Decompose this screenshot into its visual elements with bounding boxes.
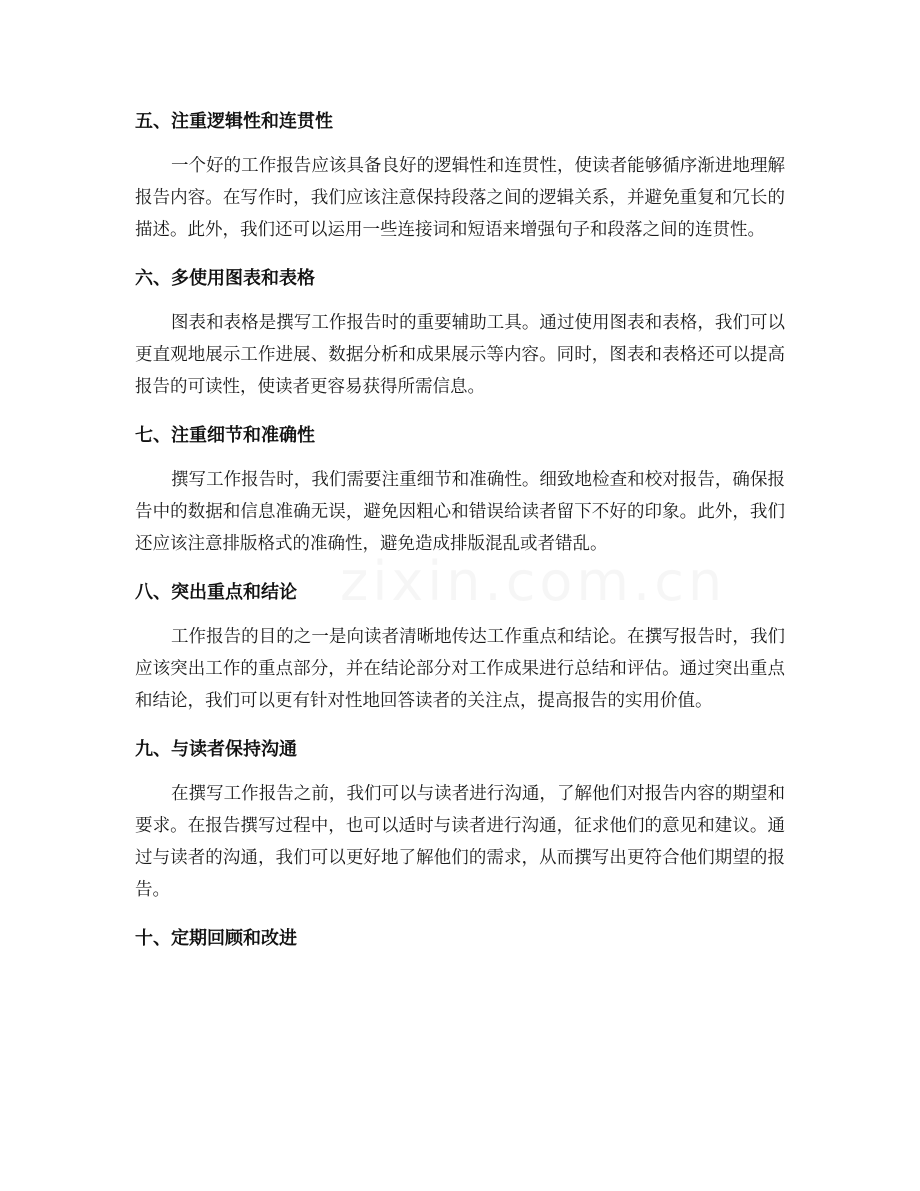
section-paragraph: 工作报告的目的之一是向读者清晰地传达工作重点和结论。在撰写报告时，我们应该突出工作的重点部分，并在结论部分对工作成果进行总结和评估。通过突出重点和结论，我们可以更有针对性地回答读者的关注点，提高报告的实用价值。 (135, 627, 785, 711)
section-paragraph: 在撰写工作报告之前，我们可以与读者进行沟通，了解他们对报告内容的期望和要求。在报告撰写过程中，也可以适时与读者进行沟通，征求他们的意见和建议。通过与读者的沟通，我们可以更好地了解他们的需求，从而撰写出更符合他们期望的报告。 (135, 784, 785, 900)
section-paragraph: 一个好的工作报告应该具备良好的逻辑性和连贯性，使读者能够循序渐进地理解报告内容。在写作时，我们应该注意保持段落之间的逻辑关系，并避免重复和冗长的描述。此外，我们还可以运用一些连接词和短语来增强句子和段落之间的连贯性。 (135, 156, 785, 240)
section-heading: 六、多使用图表和表格 (135, 268, 315, 289)
section-paragraph: 图表和表格是撰写工作报告时的重要辅助工具。通过使用图表和表格，我们可以更直观地展示工作进展、数据分析和成果展示等内容。同时，图表和表格还可以提高报告的可读性，使读者更容易获得所需信息。 (135, 313, 785, 397)
section-heading: 十、定期回顾和改进 (135, 928, 297, 949)
section-heading: 八、突出重点和结论 (135, 582, 297, 603)
section-5 (135, 110, 785, 246)
section-heading: 九、与读者保持沟通 (135, 739, 297, 760)
section-9 (135, 738, 785, 906)
section-7 (135, 424, 785, 560)
section-6 (135, 267, 785, 403)
section-8 (135, 581, 785, 717)
section-heading: 五、注重逻辑性和连贯性 (135, 111, 333, 132)
section-heading: 七、注重细节和准确性 (135, 425, 315, 446)
document-body (135, 100, 785, 967)
section-10 (135, 927, 785, 951)
section-paragraph: 撰写工作报告时，我们需要注重细节和准确性。细致地检查和校对报告，确保报告中的数据和信息准确无误，避免因粗心和错误给读者留下不好的印象。此外，我们还应该注意排版格式的准确性，避免造成排版混乱或者错乱。 (135, 470, 785, 554)
